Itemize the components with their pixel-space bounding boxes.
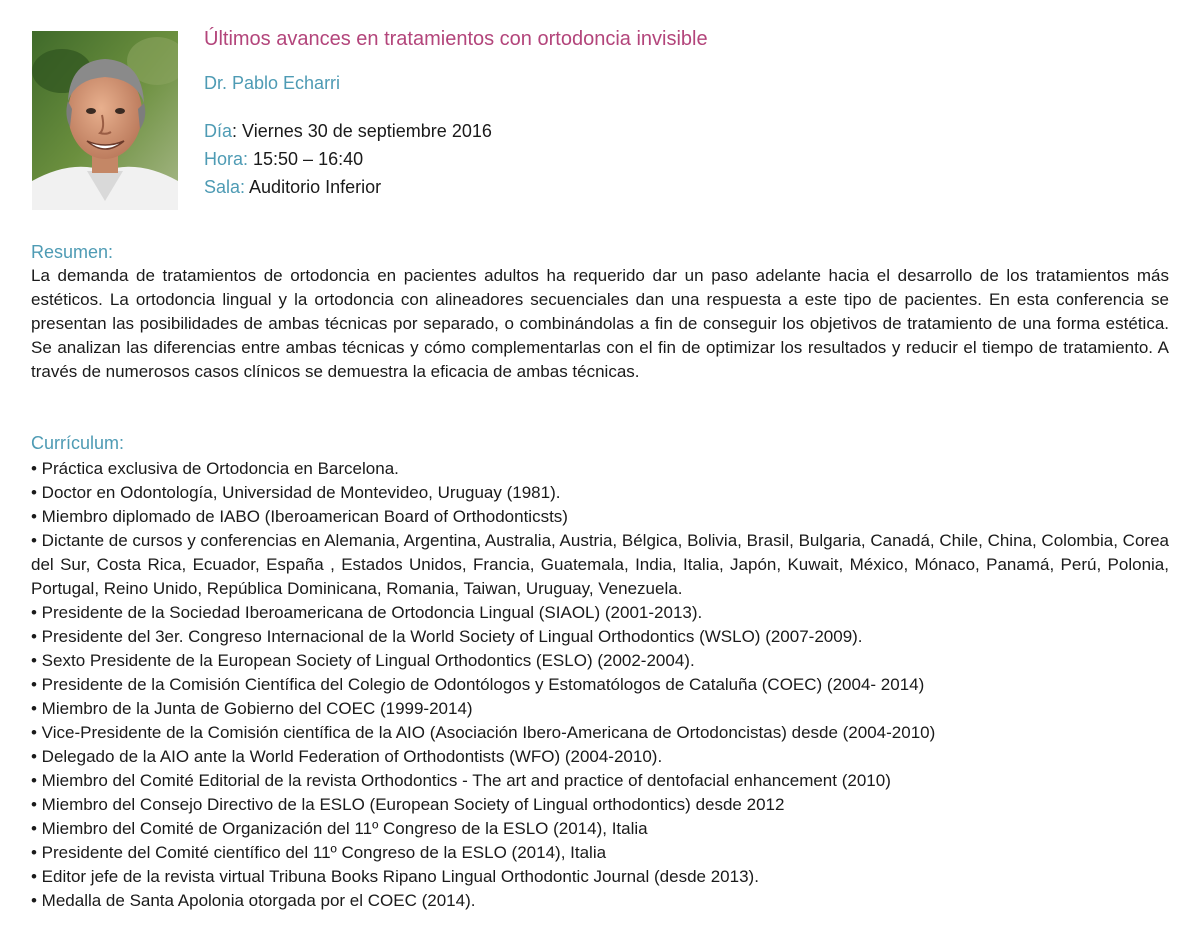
room-row (204, 173, 492, 201)
curriculum-item: • Presidente de la Sociedad Iberoamericana de Ortodoncia Lingual (SIAOL) (2001-2013). (31, 603, 703, 622)
curriculum-item: • Miembro de la Junta de Gobierno del COEC (1999-2014) (31, 699, 473, 718)
day-label: Día (204, 121, 233, 141)
curriculum-item: • Medalla de Santa Apolonia otorgada por el COEC (2014). (31, 891, 476, 910)
speaker-name: Dr. Pablo Echarri (204, 73, 341, 93)
curriculum-item: • Sexto Presidente de la European Society of Lingual Orthodontics (ESLO) (2002-2004). (31, 651, 695, 670)
summary-heading: Resumen: (31, 242, 114, 262)
curriculum-item: • Dictante de cursos y conferencias en Alemania, Argentina, Australia, Austria, Bélgica, Bolivia, Brasil, Bulgaria, Canadá, Chile, China, Colombia, Corea del Sur, Costa Rica, Ecuador, España , Estados Unidos, Francia, Guatemala, India, Italia, Japón, Kuwait, México, Mónaco, Panamá, Perú, Polonia, Portugal, Reino Unido, República Dominicana, Romania, Taiwan, Uruguay, Venezuela. (31, 531, 1169, 598)
curriculum-item: • Delegado de la AIO ante la World Federation of Orthodontists (WFO) (2004-2010). (31, 747, 663, 766)
time-row (204, 145, 492, 173)
speaker-photo (32, 31, 178, 210)
time-value: 15:50 – 16:40 (248, 149, 364, 169)
curriculum-item: • Vice-Presidente de la Comisión científica de la AIO (Asociación Ibero-Americana de Ortodoncistas) desde (2004-2010) (31, 723, 936, 742)
room-label: Sala: (204, 177, 246, 197)
session-details (204, 117, 492, 201)
curriculum-item: • Miembro del Comité Editorial de la revista Orthodontics - The art and practice of dentofacial enhancement (2010) (31, 771, 891, 790)
curriculum-item: • Miembro del Consejo Directivo de la ESLO (European Society of Lingual orthodontics) desde 2012 (31, 795, 785, 814)
curriculum-item: • Miembro diplomado de IABO (Iberoamerican Board of Orthodonticsts) (31, 507, 568, 526)
curriculum-heading: Currículum: (31, 433, 125, 453)
curriculum-list (31, 457, 1169, 913)
curriculum-item: • Presidente del Comité científico del 11º Congreso de la ESLO (2014), Italia (31, 843, 607, 862)
day-value: : Viernes 30 de septiembre 2016 (232, 121, 492, 141)
talk-title: Últimos avances en tratamientos con ortodoncia invisible (204, 28, 708, 50)
curriculum-item: • Práctica exclusiva de Ortodoncia en Barcelona. (31, 459, 399, 478)
day-row (204, 117, 492, 145)
curriculum-item: • Miembro del Comité de Organización del 11º Congreso de la ESLO (2014), Italia (31, 819, 648, 838)
summary-text: La demanda de tratamientos de ortodoncia en pacientes adultos ha requerido dar un paso adelante hacia el desarrollo de los tratamientos más estéticos. La ortodoncia lingual y la ortodoncia con alineadores secuenciales dan una respuesta a este tipo de pacientes. En esta conferencia se presentan las posibilidades de ambas técnicas por separado, o combinándolas a fin de conseguir los objetivos de tratamiento de una forma estética. Se analizan las diferencias entre ambas técnicas y cómo complementarlas con el fin de optimizar los resultados y reducir el tiempo de tratamiento. A través de numerosos casos clínicos se demuestra la eficacia de ambas técnicas. (31, 266, 1169, 381)
time-label: Hora: (204, 149, 249, 169)
curriculum-item: • Presidente del 3er. Congreso Internacional de la World Society of Lingual Orthodontics (WSLO) (2007-2009). (31, 627, 863, 646)
curriculum-item: • Doctor en Odontología, Universidad de Montevideo, Uruguay (1981). (31, 483, 561, 502)
room-value: Auditorio Inferior (245, 177, 382, 197)
curriculum-item: • Editor jefe de la revista virtual Tribuna Books Ripano Lingual Orthodontic Journal (desde 2013). (31, 867, 759, 886)
curriculum-item: • Presidente de la Comisión Científica del Colegio de Odontólogos y Estomatólogos de Cataluña (COEC) (2004- 2014) (31, 675, 925, 694)
